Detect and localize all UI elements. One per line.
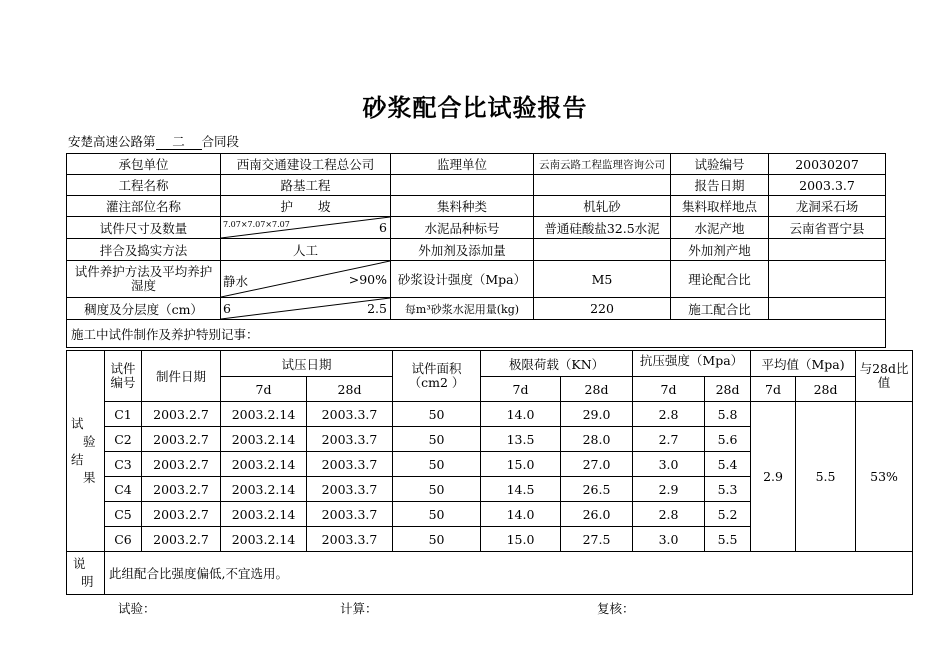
- specimen-id: C5: [105, 502, 142, 527]
- explanation-char: 说: [73, 556, 86, 571]
- test-date-7d: 2003.2.14: [221, 477, 307, 502]
- curing-diagonal-cell: [221, 261, 391, 298]
- contract-section-number: 二: [156, 135, 202, 150]
- mixing-label: 拌合及捣实方法: [67, 239, 221, 261]
- sample-place-label: 集料取样地点: [671, 196, 769, 217]
- consistency-label: 稠度及分层度（cm）: [67, 298, 221, 320]
- header-strength: 抗压强度（Mpa）: [633, 351, 751, 377]
- side-char: 试: [71, 416, 84, 431]
- signature-review: 复核：: [597, 601, 635, 616]
- load-28d: 27.5: [561, 527, 633, 552]
- supervisor-value: 云南云路工程监理咨询公司: [534, 154, 671, 175]
- specimen-id: C3: [105, 452, 142, 477]
- specimen-id: C1: [105, 402, 142, 427]
- aggregate-label: 集料种类: [391, 196, 534, 217]
- size-value: 7.07×7.07×7.07: [223, 220, 290, 229]
- info-row: [67, 196, 886, 217]
- contractor-label: 承包单位: [67, 154, 221, 175]
- cement-amount-value: 220: [534, 298, 671, 320]
- strength-7d: 2.8: [633, 502, 705, 527]
- load-7d: 13.5: [481, 427, 561, 452]
- mixing-value: 人工: [221, 239, 391, 261]
- header-average-7d: 7d: [751, 377, 796, 402]
- info-row: [67, 298, 886, 320]
- design-strength-value: M5: [534, 261, 671, 298]
- project-value: 路基工程: [221, 175, 391, 196]
- test-date-28d: 2003.3.7: [307, 527, 393, 552]
- strength-7d: 3.0: [633, 452, 705, 477]
- strength-7d: 2.9: [633, 477, 705, 502]
- count-value: 6: [379, 220, 387, 235]
- load-7d: 15.0: [481, 527, 561, 552]
- strength-28d: 5.6: [705, 427, 751, 452]
- load-28d: 26.0: [561, 502, 633, 527]
- load-28d: 26.5: [561, 477, 633, 502]
- pour-value: 护 坡: [221, 196, 391, 217]
- cement-label: 水泥品种标号: [391, 217, 534, 239]
- humidity-value: >90%: [348, 272, 387, 287]
- test-date-7d: 2003.2.14: [221, 502, 307, 527]
- strength-7d: 3.0: [633, 527, 705, 552]
- test-date-28d: 2003.3.7: [307, 502, 393, 527]
- side-char: 结: [71, 452, 84, 467]
- header-average-28d: 28d: [796, 377, 856, 402]
- diagonal-line: [221, 298, 390, 319]
- load-7d: 14.0: [481, 502, 561, 527]
- strength-28d: 5.2: [705, 502, 751, 527]
- size-label: 试件尺寸及数量: [67, 217, 221, 239]
- strength-7d: 2.8: [633, 402, 705, 427]
- header-ratio: 与28d比值: [856, 351, 913, 402]
- info-row: [67, 154, 886, 175]
- explanation-text: 此组配合比强度偏低,不宜选用。: [105, 552, 913, 595]
- empty-cell: [769, 298, 886, 320]
- empty-cell: [769, 239, 886, 261]
- make-date: 2003.2.7: [142, 402, 221, 427]
- consistency-diagonal-cell: [221, 298, 391, 320]
- empty-cell: [534, 175, 671, 196]
- specimen-area: 50: [393, 427, 481, 452]
- specimen-area: 50: [393, 502, 481, 527]
- cement-origin-label: 水泥产地: [671, 217, 769, 239]
- test-no-value: 20030207: [769, 154, 886, 175]
- header-test-7d: 7d: [221, 377, 307, 402]
- average-7d: 2.9: [751, 402, 796, 552]
- info-row: [67, 239, 886, 261]
- header-load-28d: 28d: [561, 377, 633, 402]
- header-load-7d: 7d: [481, 377, 561, 402]
- make-date: 2003.2.7: [142, 452, 221, 477]
- header-strength-28d: 28d: [705, 377, 751, 402]
- table-row: [67, 402, 913, 427]
- contractor-value: 西南交通建设工程总公司: [221, 154, 391, 175]
- make-date: 2003.2.7: [142, 527, 221, 552]
- average-28d: 5.5: [796, 402, 856, 552]
- info-row: [67, 217, 886, 239]
- curing-value: 静水: [223, 274, 249, 289]
- report-date-label: 报告日期: [671, 175, 769, 196]
- consistency-value: 6: [223, 301, 231, 316]
- make-date: 2003.2.7: [142, 502, 221, 527]
- results-side-label: [67, 351, 105, 552]
- specimen-id: C6: [105, 527, 142, 552]
- explanation-row: [67, 552, 913, 595]
- report-date-value: 2003.3.7: [769, 175, 886, 196]
- header-test-date: 试压日期: [221, 351, 393, 377]
- results-header-row: [67, 351, 913, 377]
- contract-prefix: 安楚高速公路第: [68, 134, 156, 149]
- header-average: 平均值（Mpa): [751, 351, 856, 377]
- header-make-date: 制件日期: [142, 351, 221, 402]
- admixture-origin-label: 外加剂产地: [671, 239, 769, 261]
- signature-test: 试验：: [118, 601, 156, 616]
- header-strength-7d: 7d: [633, 377, 705, 402]
- cement-amount-label: 每m³砂浆水泥用量(kg): [391, 298, 534, 320]
- load-28d: 29.0: [561, 402, 633, 427]
- load-28d: 27.0: [561, 452, 633, 477]
- specimen-id: C4: [105, 477, 142, 502]
- test-date-7d: 2003.2.14: [221, 402, 307, 427]
- side-char: 果: [83, 470, 96, 485]
- layering-value: 2.5: [367, 301, 387, 316]
- strength-28d: 5.3: [705, 477, 751, 502]
- empty-cell: [534, 239, 671, 261]
- test-date-28d: 2003.3.7: [307, 477, 393, 502]
- construction-mix-label: 施工配合比: [671, 298, 769, 320]
- info-row: [67, 261, 886, 298]
- project-label: 工程名称: [67, 175, 221, 196]
- theory-mix-label: 理论配合比: [671, 261, 769, 298]
- report-title: 砂浆配合比试验报告: [362, 94, 588, 122]
- load-28d: 28.0: [561, 427, 633, 452]
- header-test-28d: 28d: [307, 377, 393, 402]
- cement-value: 普通硅酸盐32.5水泥: [534, 217, 671, 239]
- contract-section: [68, 132, 239, 150]
- design-strength-label: 砂浆设计强度（Mpa）: [391, 261, 534, 298]
- test-date-28d: 2003.3.7: [307, 402, 393, 427]
- load-7d: 14.0: [481, 402, 561, 427]
- contract-suffix: 合同段: [201, 134, 240, 149]
- specimen-area: 50: [393, 477, 481, 502]
- explanation-label: [67, 552, 105, 595]
- ratio-28d: 53%: [856, 402, 913, 552]
- curing-label: 试件养护方法及平均养护湿度: [67, 261, 221, 298]
- info-table: [66, 153, 886, 348]
- strength-28d: 5.5: [705, 527, 751, 552]
- signature-calc: 计算：: [340, 601, 378, 616]
- strength-28d: 5.4: [705, 452, 751, 477]
- test-date-7d: 2003.2.14: [221, 452, 307, 477]
- pour-label: 灌注部位名称: [67, 196, 221, 217]
- header-specimen: 试件编号: [105, 351, 142, 402]
- explanation-char: 明: [81, 574, 94, 589]
- results-table: [66, 350, 913, 595]
- remarks-row: [67, 320, 886, 348]
- empty-cell: [769, 261, 886, 298]
- test-date-28d: 2003.3.7: [307, 427, 393, 452]
- aggregate-value: 机轧砂: [534, 196, 671, 217]
- test-date-7d: 2003.2.14: [221, 527, 307, 552]
- test-date-28d: 2003.3.7: [307, 452, 393, 477]
- empty-cell: [391, 175, 534, 196]
- test-date-7d: 2003.2.14: [221, 427, 307, 452]
- cement-origin-value: 云南省晋宁县: [769, 217, 886, 239]
- supervisor-label: 监理单位: [391, 154, 534, 175]
- side-char: 验: [83, 434, 96, 449]
- header-load: 极限荷载（KN）: [481, 351, 633, 377]
- make-date: 2003.2.7: [142, 477, 221, 502]
- specimen-area: 50: [393, 452, 481, 477]
- remarks-label: 施工中试件制作及养护特别记事：: [67, 320, 886, 348]
- size-diagonal-cell: [221, 217, 391, 239]
- strength-7d: 2.7: [633, 427, 705, 452]
- strength-28d: 5.8: [705, 402, 751, 427]
- specimen-area: 50: [393, 527, 481, 552]
- test-no-label: 试验编号: [671, 154, 769, 175]
- sample-place-value: 龙洞采石场: [769, 196, 886, 217]
- specimen-area: 50: [393, 402, 481, 427]
- header-area: 试件面积（cm2 ）: [393, 351, 481, 402]
- admixture-label: 外加剂及添加量: [391, 239, 534, 261]
- make-date: 2003.2.7: [142, 427, 221, 452]
- specimen-id: C2: [105, 427, 142, 452]
- info-row: [67, 175, 886, 196]
- load-7d: 15.0: [481, 452, 561, 477]
- load-7d: 14.5: [481, 477, 561, 502]
